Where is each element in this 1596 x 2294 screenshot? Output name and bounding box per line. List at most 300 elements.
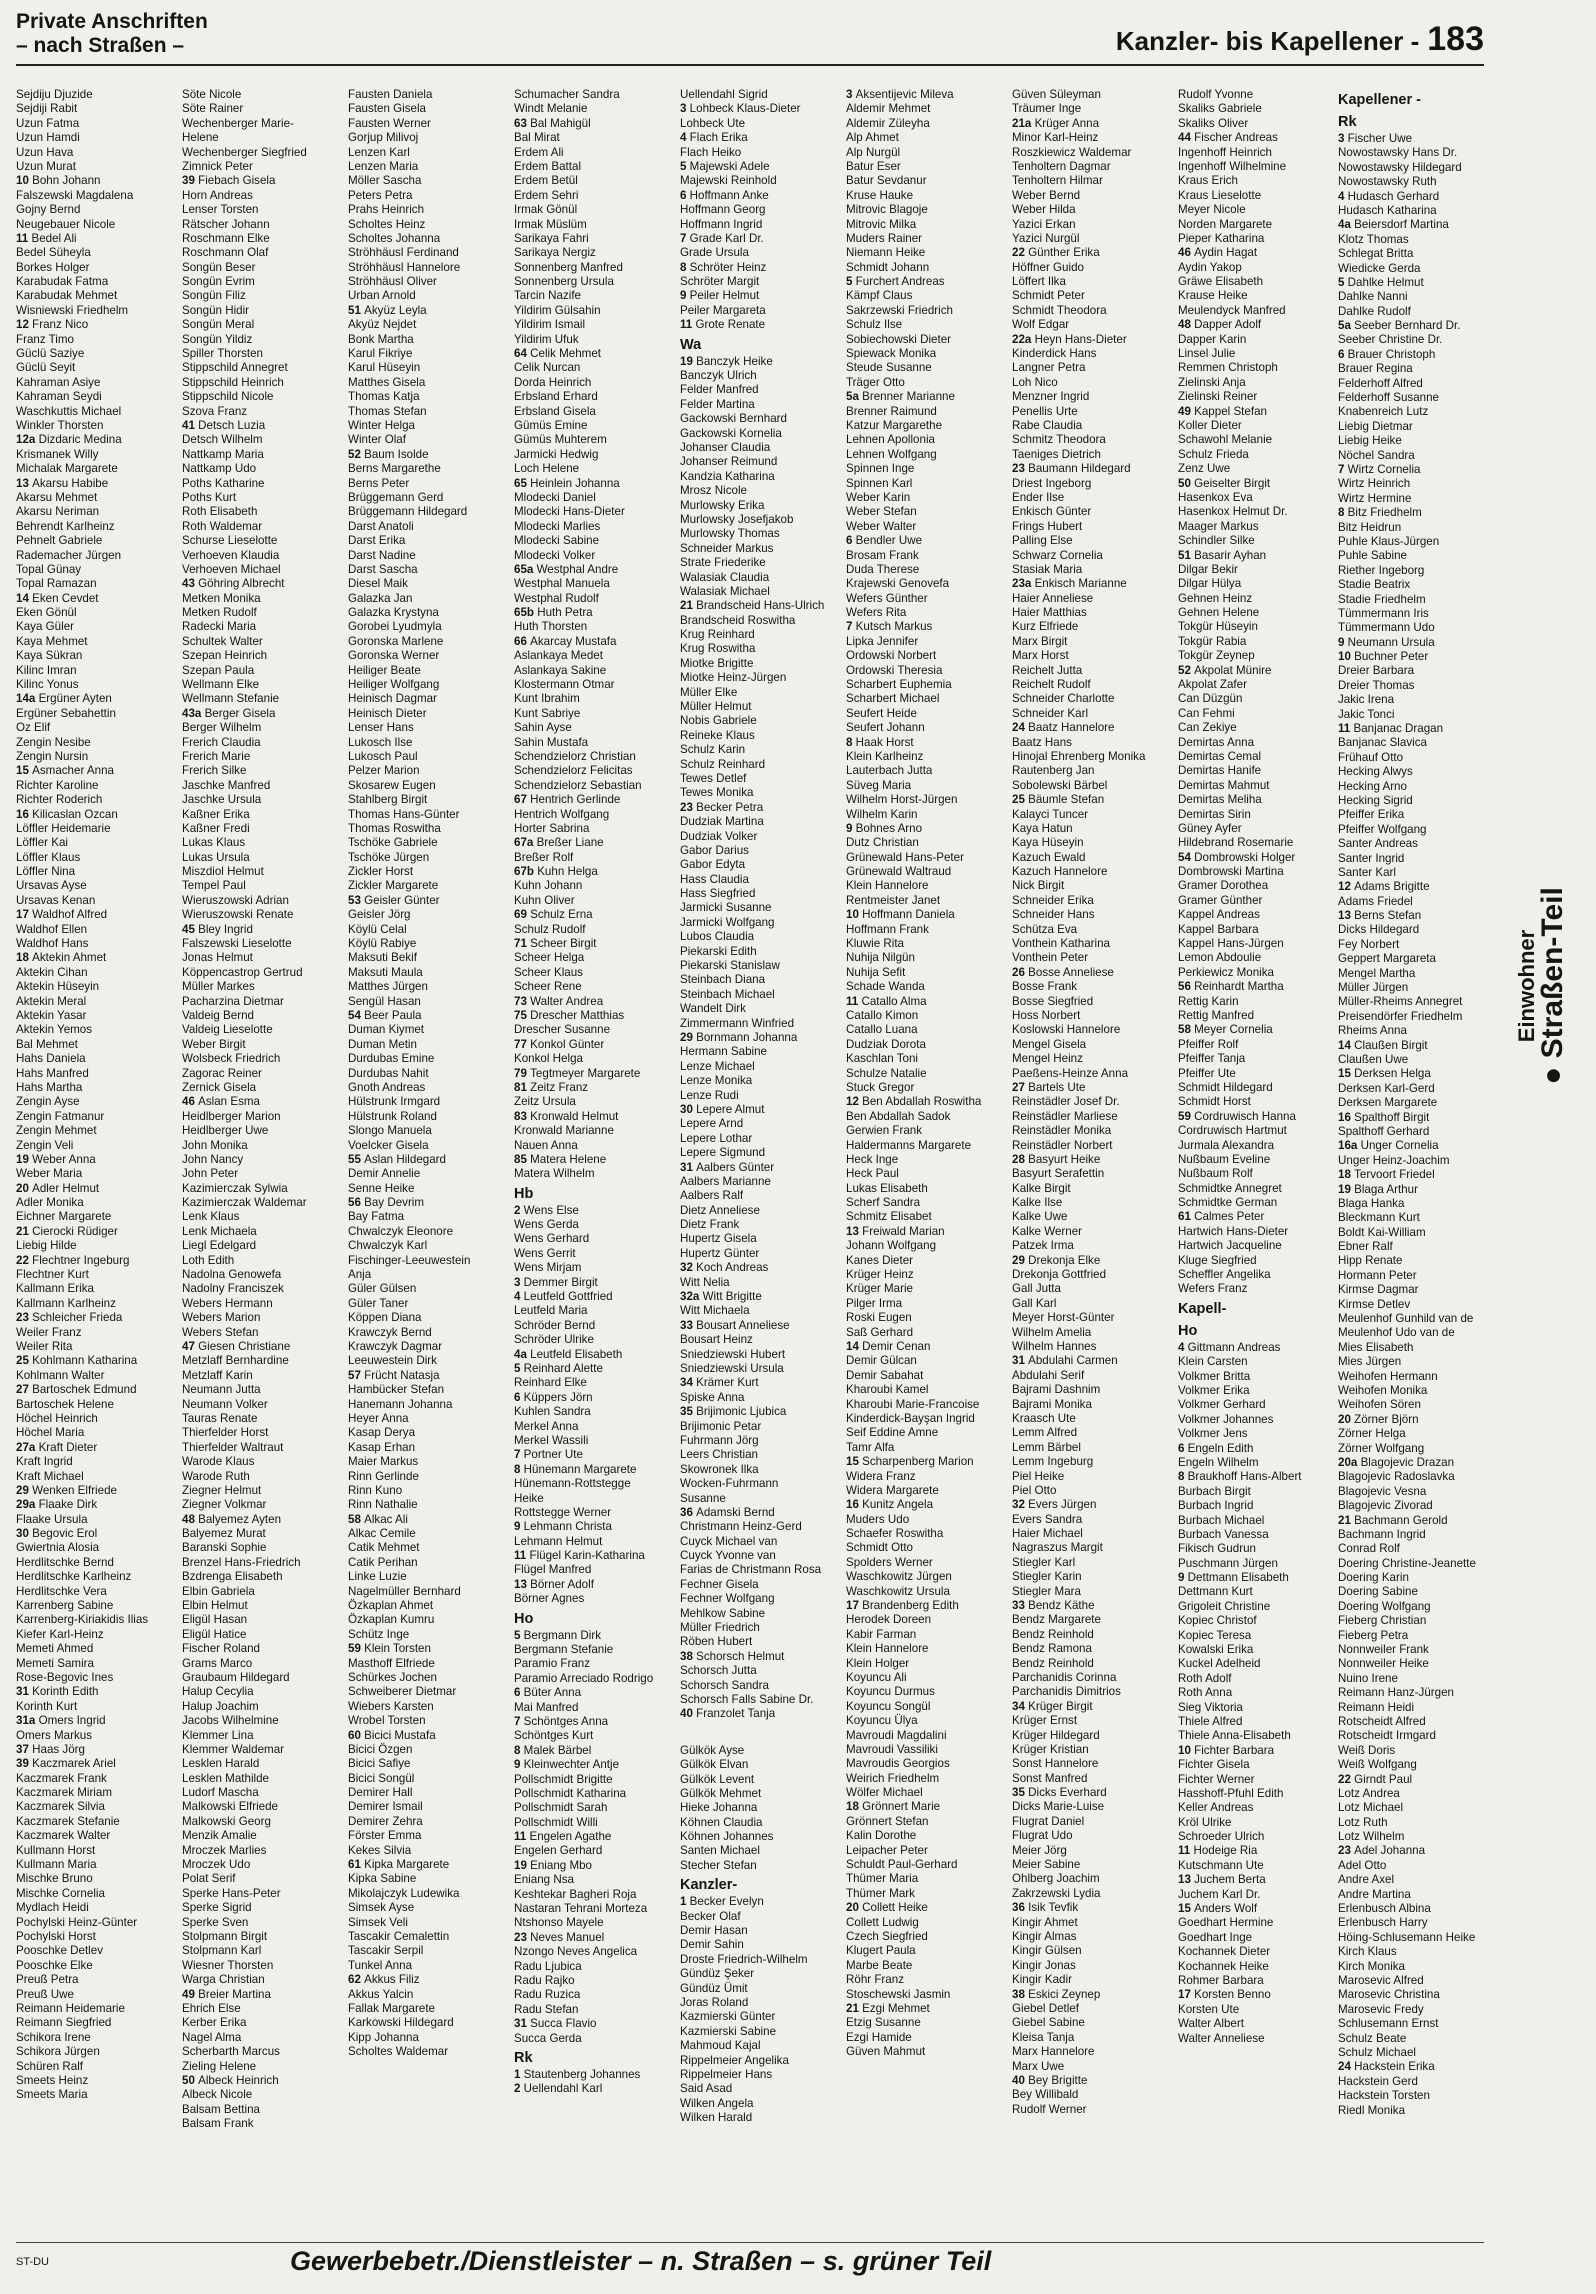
house-number: 44 (1178, 131, 1195, 145)
house-number: 23 (1012, 462, 1029, 476)
resident-entry: Adel Otto (1338, 1858, 1387, 1872)
house-number: 52 (348, 447, 365, 461)
resident-entry: Sonst Hannelore (1012, 1757, 1099, 1771)
house-number: 16 (846, 1498, 863, 1512)
resident-entry: Kluwie Rita (846, 937, 904, 951)
resident-entry: Pelzer Marion (348, 764, 420, 778)
resident-entry: Muders Udo (846, 1512, 910, 1526)
resident-entry: Dietz Anneliese (680, 1203, 760, 1217)
resident-entry: Akarsu Neriman (16, 505, 100, 519)
resident-entry: Özkaplan Kumru (348, 1613, 435, 1627)
house-number: 2 (514, 1203, 524, 1217)
resident-entry: Zickler Margarete (348, 879, 439, 893)
resident-entry: Johanser Reimund (680, 455, 778, 469)
resident-entry: Zakrzewski Lydia (1012, 1886, 1101, 1900)
resident-entry: Lemon Abdoulie (1178, 951, 1262, 965)
resident-entry: 36 Adamski Bernd (680, 1505, 775, 1519)
resident-entry: Dietz Frank (680, 1218, 740, 1232)
resident-entry: 12 Franz Nico (16, 318, 89, 332)
page-header (0, 0, 1596, 78)
resident-entry: Kirmse Dagmar (1338, 1283, 1419, 1297)
resident-entry: Schaefer Roswitha (846, 1527, 944, 1541)
resident-entry: Bicici Özgen (348, 1742, 413, 1756)
house-number: 5a (846, 390, 863, 404)
resident-entry: 19 Weber Anna (16, 1152, 96, 1166)
resident-entry: Krüger Heinz (846, 1268, 914, 1282)
resident-entry: Kahraman Asiye (16, 375, 101, 389)
resident-entry: 36 Isik Tevfik (1012, 1901, 1079, 1915)
resident-entry: Heinisch Dieter (348, 706, 427, 720)
resident-entry: Schütz Inge (348, 1627, 410, 1641)
resident-entry: Gall Karl (1012, 1296, 1057, 1310)
resident-entry: Burbach Birgit (1178, 1484, 1251, 1498)
resident-entry: Karrenberg-Kiriakidis Ilias (16, 1613, 149, 1627)
house-number: 8 (680, 260, 690, 274)
resident-entry: 7 Kutsch Markus (846, 620, 933, 634)
resident-entry: Geisler Jörg (348, 908, 411, 922)
resident-entry: 56 Reinhardt Martha (1178, 980, 1284, 994)
resident-entry: Felder Manfred (680, 383, 759, 397)
resident-entry: 79 Tegtmeyer Margarete (514, 1066, 641, 1080)
resident-entry: Wolf Edgar (1012, 318, 1070, 332)
resident-entry: Erlenbusch Albina (1338, 1902, 1431, 1916)
resident-entry: Merkel Wassili (514, 1433, 589, 1447)
resident-entry: Lukosch Ilse (348, 735, 413, 749)
resident-entry: 51 Basarir Ayhan (1178, 548, 1267, 562)
resident-entry: 6 Bendler Uwe (846, 534, 923, 548)
resident-entry: 16a Unger Cornelia (1338, 1139, 1439, 1153)
resident-entry: Schneider Markus (680, 541, 774, 555)
resident-entry: Darst Nadine (348, 548, 416, 562)
house-number: 30 (16, 1527, 33, 1541)
resident-entry: Durdubas Emine (348, 1052, 435, 1066)
resident-entry: Gramer Dorothea (1178, 879, 1269, 893)
resident-entry: Fallak Margarete (348, 2001, 435, 2015)
resident-entry: Marosevic Alfred (1338, 1974, 1424, 1987)
resident-entry: Seufert Johann (846, 721, 925, 735)
resident-entry: Schroeder Ulrich (1178, 1830, 1265, 1844)
resident-entry: Bitz Heidrun (1338, 520, 1402, 534)
resident-entry: Lenser Torsten (182, 203, 259, 217)
resident-entry: Giebel Sabine (1012, 2016, 1085, 2030)
resident-entry: 32 Evers Jürgen (1012, 1498, 1097, 1512)
resident-entry: 61 Calmes Peter (1178, 1210, 1265, 1224)
resident-entry: Kilinc Imran (16, 663, 77, 677)
resident-entry: Lenk Michaela (182, 1224, 257, 1238)
resident-entry: Demirtas Sirin (1178, 807, 1251, 821)
resident-entry: Schneider Karl (1012, 706, 1089, 720)
resident-entry: Ingenhoff Wilhelmine (1178, 159, 1287, 173)
resident-entry: Hoffmann Ingrid (680, 217, 763, 231)
resident-entry: Tewes Detlef (680, 771, 747, 785)
resident-entry: Wellmann Stefanie (182, 692, 280, 706)
resident-entry: Hudasch Katharina (1338, 203, 1437, 217)
resident-entry: Schorsch Sandra (680, 1678, 769, 1692)
resident-entry: 19 Eniang Mbo (514, 1858, 592, 1872)
resident-entry: Thomas Roswitha (348, 821, 441, 835)
resident-entry: Drescher Susanne (514, 1023, 611, 1037)
resident-entry: Volkmer Johannes (1178, 1412, 1274, 1426)
resident-entry: Nagraszus Margit (1012, 1541, 1103, 1555)
resident-entry: Heidlberger Uwe (182, 1124, 269, 1138)
resident-entry: 13 Berns Stefan (1338, 909, 1422, 923)
resident-entry: Heidlberger Marion (182, 1109, 281, 1123)
resident-entry: 37 Haas Jörg (16, 1742, 85, 1756)
resident-entry: Mavroudi Magdalini (846, 1728, 947, 1742)
house-number: 7 (846, 620, 856, 634)
resident-entry: Scholtes Heinz (348, 217, 426, 231)
resident-entry: Dombrowski Martina (1178, 865, 1284, 879)
resident-entry: Zeitz Ursula (514, 1095, 576, 1109)
resident-entry: Songün Beser (182, 260, 256, 274)
resident-entry: Brenzel Hans-Friedrich (182, 1555, 301, 1569)
resident-entry: 39 Fiebach Gisela (182, 174, 276, 188)
resident-entry: Scheffler Angelika (1178, 1268, 1271, 1282)
resident-entry: Bergmann Stefanie (514, 1643, 614, 1657)
resident-entry: 13 Juchem Berta (1178, 1873, 1266, 1887)
house-number: 7 (1338, 462, 1348, 476)
resident-entry: Eichner Margarete (16, 1210, 112, 1224)
resident-entry: Bicici Safiye (348, 1757, 411, 1771)
resident-entry: 15 Asmacher Anna (16, 764, 114, 778)
resident-entry: Höffner Guido (1012, 260, 1084, 274)
resident-entry: Börner Agnes (514, 1592, 585, 1606)
resident-entry: Skaliks Gabriele (1178, 102, 1262, 116)
house-number: 50 (1178, 476, 1195, 490)
resident-entry: Winter Olaf (348, 433, 406, 447)
resident-entry: Müller Helmut (680, 700, 752, 714)
resident-entry: 18 Aktekin Ahmet (16, 951, 107, 965)
resident-entry: 51 Akyüz Leyla (348, 303, 427, 317)
resident-entry: Maksuti Maula (348, 965, 423, 979)
resident-entry: Eligül Hasan (182, 1613, 248, 1627)
resident-entry: Gojny Bernd (16, 203, 81, 217)
resident-entry: Tenholtern Hilmar (1012, 174, 1103, 188)
resident-entry: Christmann Heinz-Gerd (680, 1520, 802, 1534)
house-number: 38 (680, 1649, 697, 1663)
resident-entry: Stiegler Karl (1012, 1555, 1076, 1569)
resident-entry: 7 Grade Karl Dr. (680, 231, 764, 245)
resident-entry: Koyuncu Ali (846, 1670, 907, 1684)
street-heading: Rk (1338, 114, 1357, 130)
resident-entry: Leutfeld Maria (514, 1304, 588, 1318)
resident-entry: Volkmer Britta (1178, 1369, 1251, 1383)
resident-entry: Richter Roderich (16, 793, 103, 807)
resident-entry: Engeln Wilhelm (1178, 1455, 1259, 1469)
resident-entry: Walter Albert (1178, 2017, 1244, 2031)
resident-entry: Yazici Erkan (1012, 217, 1076, 231)
resident-entry: 23 Baumann Hildegard (1012, 462, 1131, 476)
resident-entry: Reinstädler Josef Dr. (1012, 1095, 1120, 1109)
resident-entry: Krüger Hildegard (1012, 1728, 1100, 1742)
resident-entry: Heyer Anna (348, 1411, 409, 1425)
resident-entry: Goedhart Inge (1178, 1930, 1253, 1944)
resident-entry: Sobolewski Bärbel (1012, 778, 1108, 792)
resident-entry: Goedhart Hermine (1178, 1916, 1274, 1930)
resident-entry: Möller Sascha (348, 174, 422, 188)
resident-entry: Kappel Barbara (1178, 922, 1259, 936)
resident-entry: Löffert Ilka (1012, 275, 1066, 289)
resident-entry: 19 Blaga Arthur (1338, 1182, 1418, 1196)
resident-entry: Bendz Ramona (1012, 1642, 1092, 1656)
house-number: 49 (1178, 404, 1195, 418)
resident-entry: Peiler Margareta (680, 303, 766, 317)
resident-entry: Stolpmann Karl (182, 1944, 262, 1958)
resident-entry: 56 Bay Devrim (348, 1196, 425, 1210)
house-number: 63 (514, 116, 531, 130)
resident-entry: Karabudak Mehmet (16, 289, 118, 303)
resident-entry: Sniedziewski Ursula (680, 1361, 784, 1375)
resident-entry: Kopiec Christof (1178, 1614, 1257, 1628)
resident-entry: Lotz Michael (1338, 1801, 1404, 1815)
resident-entry: Demirtas Hanife (1178, 764, 1262, 778)
resident-entry: Fikisch Gudrun (1178, 1542, 1256, 1556)
resident-entry: 16 Kilicaslan Ozcan (16, 807, 118, 821)
resident-entry: 19 Banczyk Heike (680, 354, 773, 368)
resident-entry: Reinhard Elke (514, 1376, 587, 1390)
resident-entry: Aktekin Yasar (16, 1009, 87, 1022)
resident-entry: Müller Elke (680, 685, 738, 699)
resident-entry: 11 Engelen Agathe (514, 1830, 612, 1844)
resident-entry: Piekarski Edith (680, 944, 757, 958)
resident-entry: Kazuch Ewald (1012, 850, 1086, 864)
resident-entry: 4 Leutfeld Gottfried (514, 1290, 613, 1304)
resident-entry: Löffler Heidemarie (16, 821, 111, 835)
resident-entry: Eligül Hatice (182, 1627, 247, 1641)
resident-entry: Liebig Heike (1338, 434, 1402, 448)
resident-entry: Slongo Manuela (348, 1124, 432, 1138)
resident-entry: Alkac Cemile (348, 1527, 416, 1541)
resident-entry: Müller Friedrich (680, 1621, 760, 1635)
resident-entry: Piel Heike (1012, 1469, 1065, 1483)
resident-entry: 85 Matera Helene (514, 1152, 607, 1166)
resident-entry: 6 Hoffmann Anke (680, 188, 769, 202)
resident-entry: Kohlmann Walter (16, 1368, 105, 1382)
resident-entry: Michalak Margarete (16, 462, 118, 476)
resident-entry: Preisendörfer Friedhelm (1338, 1009, 1463, 1023)
resident-entry: Söte Nicole (182, 88, 242, 101)
resident-entry: Franz Timo (16, 332, 74, 346)
resident-entry: Demirer Hall (348, 1786, 413, 1800)
resident-entry: 73 Walter Andrea (514, 994, 604, 1008)
resident-entry: Balsam Frank (182, 2117, 254, 2131)
house-number: 6 (680, 188, 690, 202)
resident-entry: 34 Krämer Kurt (680, 1376, 759, 1390)
page-number: 183 (1427, 20, 1484, 58)
resident-entry: 35 Dicks Everhard (1012, 1786, 1107, 1800)
section-title-line2: – nach Straßen – (16, 34, 185, 57)
resident-entry: Oz Elif (16, 721, 51, 735)
resident-entry: Marosevic Fredy (1338, 2002, 1424, 2016)
resident-entry: 9 Lehmann Christa (514, 1520, 612, 1534)
resident-entry: Wiebers Karsten (348, 1699, 434, 1713)
house-number: 23a (1012, 577, 1035, 591)
house-number: 25 (16, 1354, 33, 1368)
resident-entry: Aalbers Marianne (680, 1174, 771, 1188)
resident-entry: 29 Bornmann Johanna (680, 1031, 798, 1044)
house-number: 22 (1012, 246, 1029, 260)
resident-entry: Schürkes Jochen (348, 1670, 437, 1684)
resident-entry: Nonnweiler Heike (1338, 1657, 1429, 1671)
resident-entry: Dicks Hildegard (1338, 923, 1420, 937)
house-number: 13 (846, 1224, 863, 1238)
resident-entry: Sperke Hans-Peter (182, 1886, 281, 1900)
house-number: 16a (1338, 1139, 1361, 1153)
resident-entry: Zieling Helene (182, 2059, 257, 2073)
resident-entry: 10 Fichter Barbara (1178, 1743, 1275, 1757)
resident-entry: 24 Baatz Hannelore (1012, 721, 1115, 735)
resident-entry: Fichter Werner (1178, 1772, 1255, 1786)
house-number: 77 (514, 1037, 531, 1051)
resident-entry: 45 Bley Ingrid (182, 922, 253, 936)
resident-entry: Omers Markus (16, 1728, 93, 1742)
street-heading: Kapellener - (1338, 92, 1421, 108)
resident-entry: Demir Annelie (348, 1167, 421, 1181)
resident-entry: Zimmermann Winfried (680, 1016, 795, 1030)
resident-entry: Stippschild Nicole (182, 390, 274, 404)
house-number: 12 (846, 1095, 863, 1109)
side-tab-label (1514, 796, 1569, 1176)
resident-entry: Krawczyk Dagmar (348, 1339, 443, 1353)
resident-entry: 31 Korinth Edith (16, 1685, 99, 1699)
resident-entry: Durdubas Nahit (348, 1066, 429, 1080)
resident-entry: Puschmann Jürgen (1178, 1556, 1278, 1570)
house-number: 71 (514, 937, 531, 951)
resident-entry: Evers Sandra (1012, 1512, 1083, 1526)
resident-entry: Bousart Heinz (680, 1333, 753, 1347)
resident-entry: Dreier Thomas (1338, 678, 1415, 692)
resident-entry: Bey Willibald (1012, 2088, 1079, 2102)
resident-entry: Kalayci Tuncer (1012, 807, 1089, 821)
resident-entry: Jacobs Wilhelmine (182, 1714, 279, 1728)
resident-entry: Lehnen Wolfgang (846, 447, 937, 461)
resident-entry: Kipp Johanna (348, 2030, 419, 2044)
resident-entry: Widera Franz (846, 1469, 916, 1483)
resident-entry: Nuhija Nilgün (846, 951, 915, 965)
resident-entry: Metzlaff Bernhardine (182, 1354, 289, 1368)
resident-entry: Ströhhäusl Ferdinand (348, 246, 459, 260)
resident-entry: Marx Hannelore (1012, 2045, 1095, 2059)
resident-entry: Matthes Jürgen (348, 980, 428, 994)
resident-entry: 46 Aydin Hagat (1178, 246, 1258, 260)
resident-entry: Waschkuttis Michael (16, 404, 122, 418)
resident-entry: 21 Ezgi Mehmet (846, 2001, 930, 2015)
resident-entry: Ursavas Kenan (16, 893, 96, 907)
resident-entry: 17 Waldhof Alfred (16, 908, 108, 922)
resident-entry: Hasshoff-Pfuhl Edith (1178, 1786, 1284, 1800)
resident-entry: Dudziak Volker (680, 829, 758, 843)
resident-entry: Schröder Bernd (514, 1318, 596, 1332)
resident-entry: 20 Zörner Björn (1338, 1412, 1419, 1426)
resident-entry: Schröter Margit (680, 275, 760, 289)
resident-entry: Zielinski Reiner (1178, 390, 1258, 404)
resident-entry: Schorsch Jutta (680, 1664, 757, 1678)
resident-entry: Kalke Werner (1012, 1224, 1083, 1238)
resident-entry: 31 Succa Flavio (514, 2017, 597, 2031)
resident-entry: Liebig Hilde (16, 1239, 77, 1253)
resident-entry: Chwalczyk Eleonore (348, 1224, 454, 1238)
resident-entry: Malkowski Georg (182, 1814, 271, 1828)
resident-entry: Simsek Ayse (348, 1901, 415, 1915)
resident-entry: Gackowski Kornelia (680, 426, 782, 440)
resident-entry: 20a Blagojevic Drazan (1338, 1455, 1455, 1469)
resident-entry: Burbach Vanessa (1178, 1527, 1269, 1541)
resident-entry: Wens Gerda (514, 1218, 579, 1232)
resident-entry: Scheer Helga (514, 951, 585, 965)
resident-entry: Herdlitschke Bernd (16, 1555, 114, 1569)
resident-entry: Erlenbusch Harry (1338, 1916, 1428, 1930)
resident-entry: Kirch Monika (1338, 1959, 1406, 1973)
resident-entry: Balyemez Murat (182, 1527, 266, 1541)
resident-entry: 8 Malek Bärbel (514, 1743, 592, 1757)
resident-entry: Ohlberg Joachim (1012, 1872, 1100, 1886)
house-number: 7 (514, 1714, 524, 1728)
resident-entry: Memeti Ahmed (16, 1642, 94, 1656)
resident-entry: Nzongo Neves Angelica (514, 1945, 638, 1959)
resident-entry: Preuß Uwe (16, 1987, 74, 2001)
section-title-line1: Private Anschriften (16, 10, 208, 33)
house-number: 15 (846, 1455, 863, 1469)
resident-entry: Winter Helga (348, 418, 416, 432)
resident-entry: Schneider Hans (1012, 908, 1095, 922)
resident-entry: Balsam Bettina (182, 2102, 260, 2116)
resident-entry: Zörner Wolfgang (1338, 1441, 1425, 1455)
resident-entry: 13 Freiwald Marian (846, 1224, 945, 1238)
resident-entry: Schikora Irene (16, 2030, 91, 2044)
resident-entry: Aktekin Cihan (16, 965, 88, 979)
resident-entry: Kirch Klaus (1338, 1945, 1397, 1959)
resident-entry: Demirtas Mahmut (1178, 778, 1270, 792)
resident-entry: Brauer Regina (1338, 362, 1413, 376)
resident-entry: Roski Eugen (846, 1311, 912, 1325)
resident-entry: Kämpf Claus (846, 289, 913, 303)
resident-entry: Wens Gerhard (514, 1232, 590, 1246)
resident-entry: Schendzielorz Sebastian (514, 778, 642, 792)
resident-entry: Loth Edith (182, 1253, 235, 1267)
resident-entry: Höchel Maria (16, 1426, 85, 1440)
resident-entry: Dutz Christian (846, 836, 919, 850)
resident-entry: 5 Dahlke Helmut (1338, 275, 1424, 289)
resident-entry: Dorda Heinrich (514, 375, 592, 389)
resident-entry: Schulz Beate (1338, 2031, 1407, 2045)
resident-entry: Krüger Kristian (1012, 1742, 1089, 1756)
resident-entry: Kasap Erhan (348, 1440, 416, 1454)
resident-entry: Gorjup Milivoj (348, 131, 419, 145)
resident-entry: Lesklen Harald (182, 1757, 260, 1771)
resident-entry: Waldhof Hans (16, 937, 89, 951)
house-number: 27 (1012, 1080, 1029, 1094)
resident-entry: Duda Therese (846, 562, 920, 576)
house-number: 29 (16, 1483, 33, 1497)
resident-entry: Stecher Stefan (680, 1858, 757, 1872)
resident-entry: 57 Frücht Natasja (348, 1368, 440, 1382)
resident-entry: Mahmoud Kajal (680, 2039, 761, 2053)
resident-entry: 33 Bendz Käthe (1012, 1599, 1095, 1613)
resident-entry: Kröl Ulrike (1178, 1815, 1232, 1829)
resident-entry: Bedel Süheyla (16, 246, 91, 260)
resident-entry: Rautenberg Jan (1012, 764, 1095, 778)
resident-entry: 9 Bohnes Arno (846, 821, 923, 835)
resident-entry: Diesel Maik (348, 577, 408, 591)
resident-entry: Verhoeven Klaudia (182, 548, 280, 562)
resident-entry: Blaga Hanka (1338, 1196, 1405, 1210)
resident-entry: Krüger Ernst (1012, 1714, 1078, 1728)
resident-entry: Remmen Christoph (1178, 361, 1278, 375)
house-number: 10 (16, 174, 33, 188)
resident-entry: Wilhelm Hannes (1012, 1339, 1097, 1353)
resident-entry: Sakrzewski Friedrich (846, 303, 953, 317)
house-number: 5a (1338, 319, 1355, 333)
